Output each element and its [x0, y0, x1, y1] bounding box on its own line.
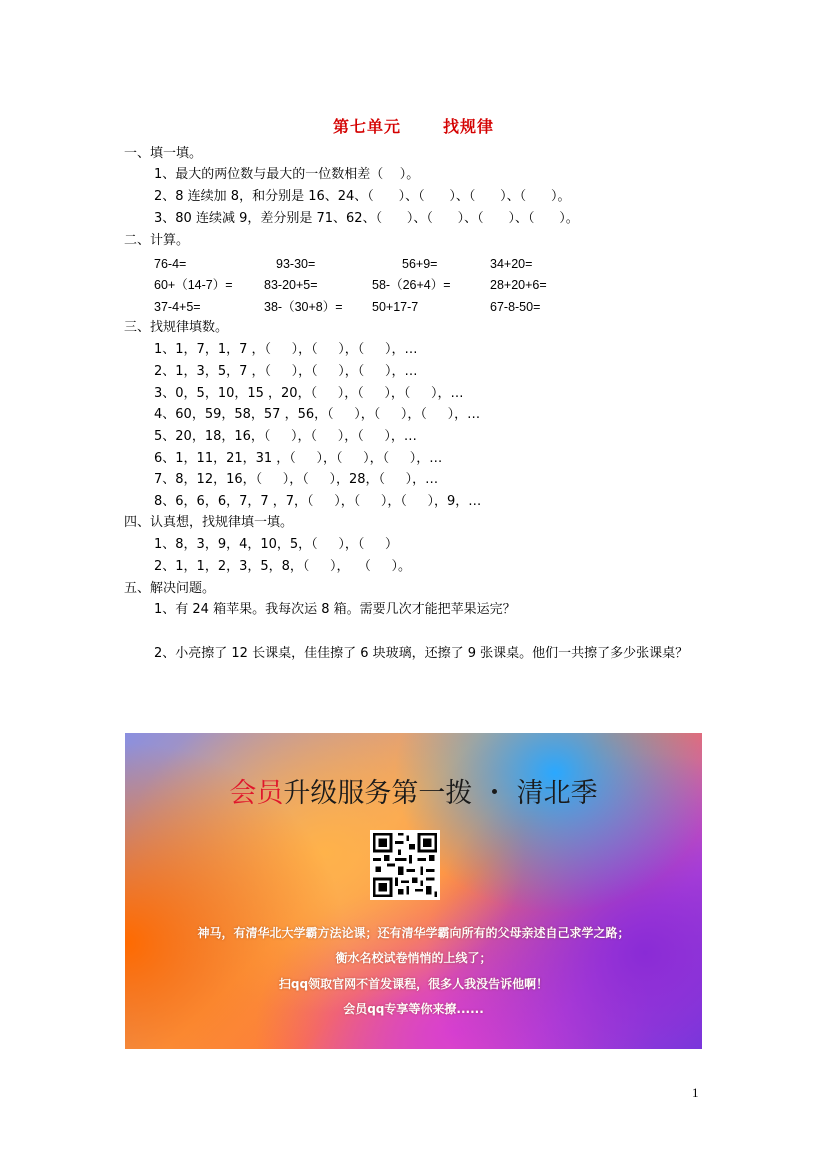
- question-1-2: 2、8 连续加 8，和分别是 16、24、（ ）、（ ）、（ ）、（ ）。: [154, 189, 571, 204]
- pattern-item: 1、1，7，1，7 ，（ ），（ ），（ ），…: [154, 342, 418, 357]
- pattern-item: 3、0，5，10，15 ，20，（ ），（ ），（ ），…: [154, 386, 464, 401]
- pattern-item: 2、1，3，5，7 ，（ ），（ ），（ ），…: [154, 364, 418, 379]
- unit-title: 第七单元: [332, 117, 401, 136]
- section-1-heading: 一、填一填。: [124, 146, 203, 161]
- question-1-1: 1、最大的两位数与最大的一位数相差（ ）。: [154, 167, 420, 182]
- question-1-3: 3、80 连续减 9，差分别是 71、62、（ ）、（ ）、（ ）、（ ）。: [154, 211, 579, 226]
- banner-line-4: 会员qq专享等你来撩......: [343, 1002, 484, 1016]
- banner-line-1: 神马，有清华北大学霸方法论课；还有清华学霸向所有的父母亲述自己求学之路；: [197, 926, 630, 940]
- topic-title: 找规律: [443, 117, 495, 136]
- calc-item: 38-（30+8）=: [264, 300, 343, 314]
- calc-item: 76-4=: [154, 257, 187, 271]
- promo-banner[interactable]: [125, 733, 702, 1049]
- question-4-1: 1、8，3，9，4，10，5，（ ），（ ）: [154, 537, 398, 552]
- section-4-heading: 四、认真想，找规律填一填。: [124, 515, 294, 530]
- banner-line-2: 衡水名校试卷悄悄的上线了；: [335, 951, 492, 965]
- calc-item: 93-30=: [276, 257, 316, 271]
- calc-item: 28+20+6=: [490, 278, 547, 292]
- banner-title-rest: 升级服务第一拨 ・ 清北季: [283, 778, 598, 809]
- calc-item: 83-20+5=: [264, 278, 318, 292]
- section-5-heading: 五、解决问题。: [124, 581, 216, 596]
- banner-title: [125, 771, 702, 810]
- banner-title-highlight: 会员: [229, 778, 284, 809]
- question-5-2: 2、小亮擦了 12 长课桌，佳佳擦了 6 块玻璃，还擦了 9 张课桌。他们一共擦了多少张课桌？: [154, 646, 689, 661]
- page-title: [0, 114, 827, 137]
- calc-item: 56+9=: [402, 257, 438, 271]
- pattern-item: 6、1，11，21，31 ，（ ），（ ），（ ），…: [154, 451, 443, 466]
- calc-item: 58-（26+4）=: [372, 278, 451, 292]
- qr-code-icon[interactable]: [370, 830, 440, 900]
- calc-item: 37-4+5=: [154, 300, 201, 314]
- calc-item: 67-8-50=: [490, 300, 541, 314]
- pattern-item: 5、20，18，16，（ ），（ ），（ ），…: [154, 429, 417, 444]
- calc-item: 60+（14-7）=: [154, 278, 233, 292]
- calc-item: 34+20=: [490, 257, 533, 271]
- pattern-item: 8、6，6，6，7，7 ，7，（ ），（ ），（ ），9，…: [154, 494, 482, 509]
- banner-line-3: 扫qq领取官网不首发课程，很多人我没告诉他啊！: [278, 977, 549, 991]
- pattern-item: 4、60，59，58，57 ，56，（ ），（ ），（ ），…: [154, 407, 481, 422]
- question-5-1: 1、有 24 箱苹果。我每次运 8 箱。需要几次才能把苹果运完？: [154, 602, 516, 617]
- calc-item: 50+17-7: [372, 300, 419, 314]
- section-3-heading: 三、找规律填数。: [124, 320, 229, 335]
- page-number: 1: [692, 1085, 699, 1100]
- section-2-heading: 二、计算。: [124, 233, 190, 248]
- question-4-2: 2、1，1，2，3，5，8，（ ）， （ ）。: [154, 559, 411, 574]
- pattern-item: 7、8，12，16，（ ），（ ），28，（ ），…: [154, 472, 439, 487]
